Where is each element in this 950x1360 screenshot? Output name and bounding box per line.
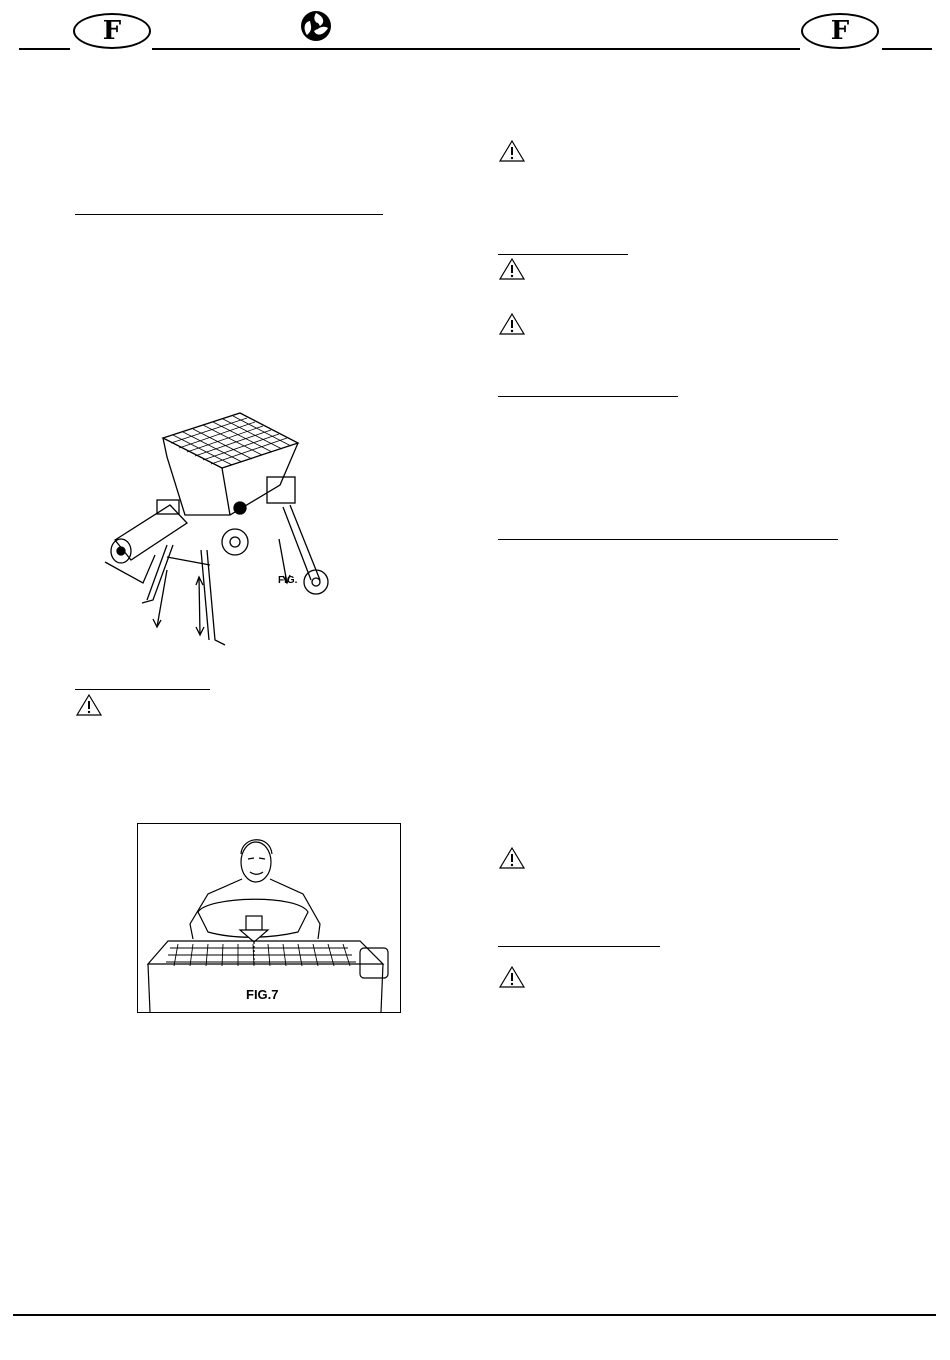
subsection-underline-2 xyxy=(498,254,628,255)
bag-figure-label: FIG.7 xyxy=(246,987,279,1002)
bag-loading-figure xyxy=(137,823,401,1013)
flower-logo-icon xyxy=(299,8,333,44)
language-badge-right: F xyxy=(801,13,879,49)
subsection-underline-1 xyxy=(75,689,210,690)
footer-rule xyxy=(13,1314,936,1316)
language-badge-left: F xyxy=(73,13,151,49)
section-heading-underline xyxy=(75,214,383,215)
warning-triangle-icon xyxy=(498,312,526,336)
header-rule-middle xyxy=(152,48,800,50)
section-heading-underline-right xyxy=(498,539,838,540)
warning-triangle-icon xyxy=(75,693,103,717)
warning-triangle-icon xyxy=(498,139,526,163)
subsection-underline-3 xyxy=(498,396,678,397)
header-rule-left xyxy=(19,48,70,50)
warning-triangle-icon xyxy=(498,257,526,281)
warning-triangle-icon xyxy=(498,965,526,989)
machine-illustration xyxy=(95,405,345,650)
header-rule-right xyxy=(882,48,932,50)
machine-figure-label: FIG. xyxy=(278,575,298,586)
subsection-underline-4 xyxy=(498,946,660,947)
warning-triangle-icon xyxy=(498,846,526,870)
